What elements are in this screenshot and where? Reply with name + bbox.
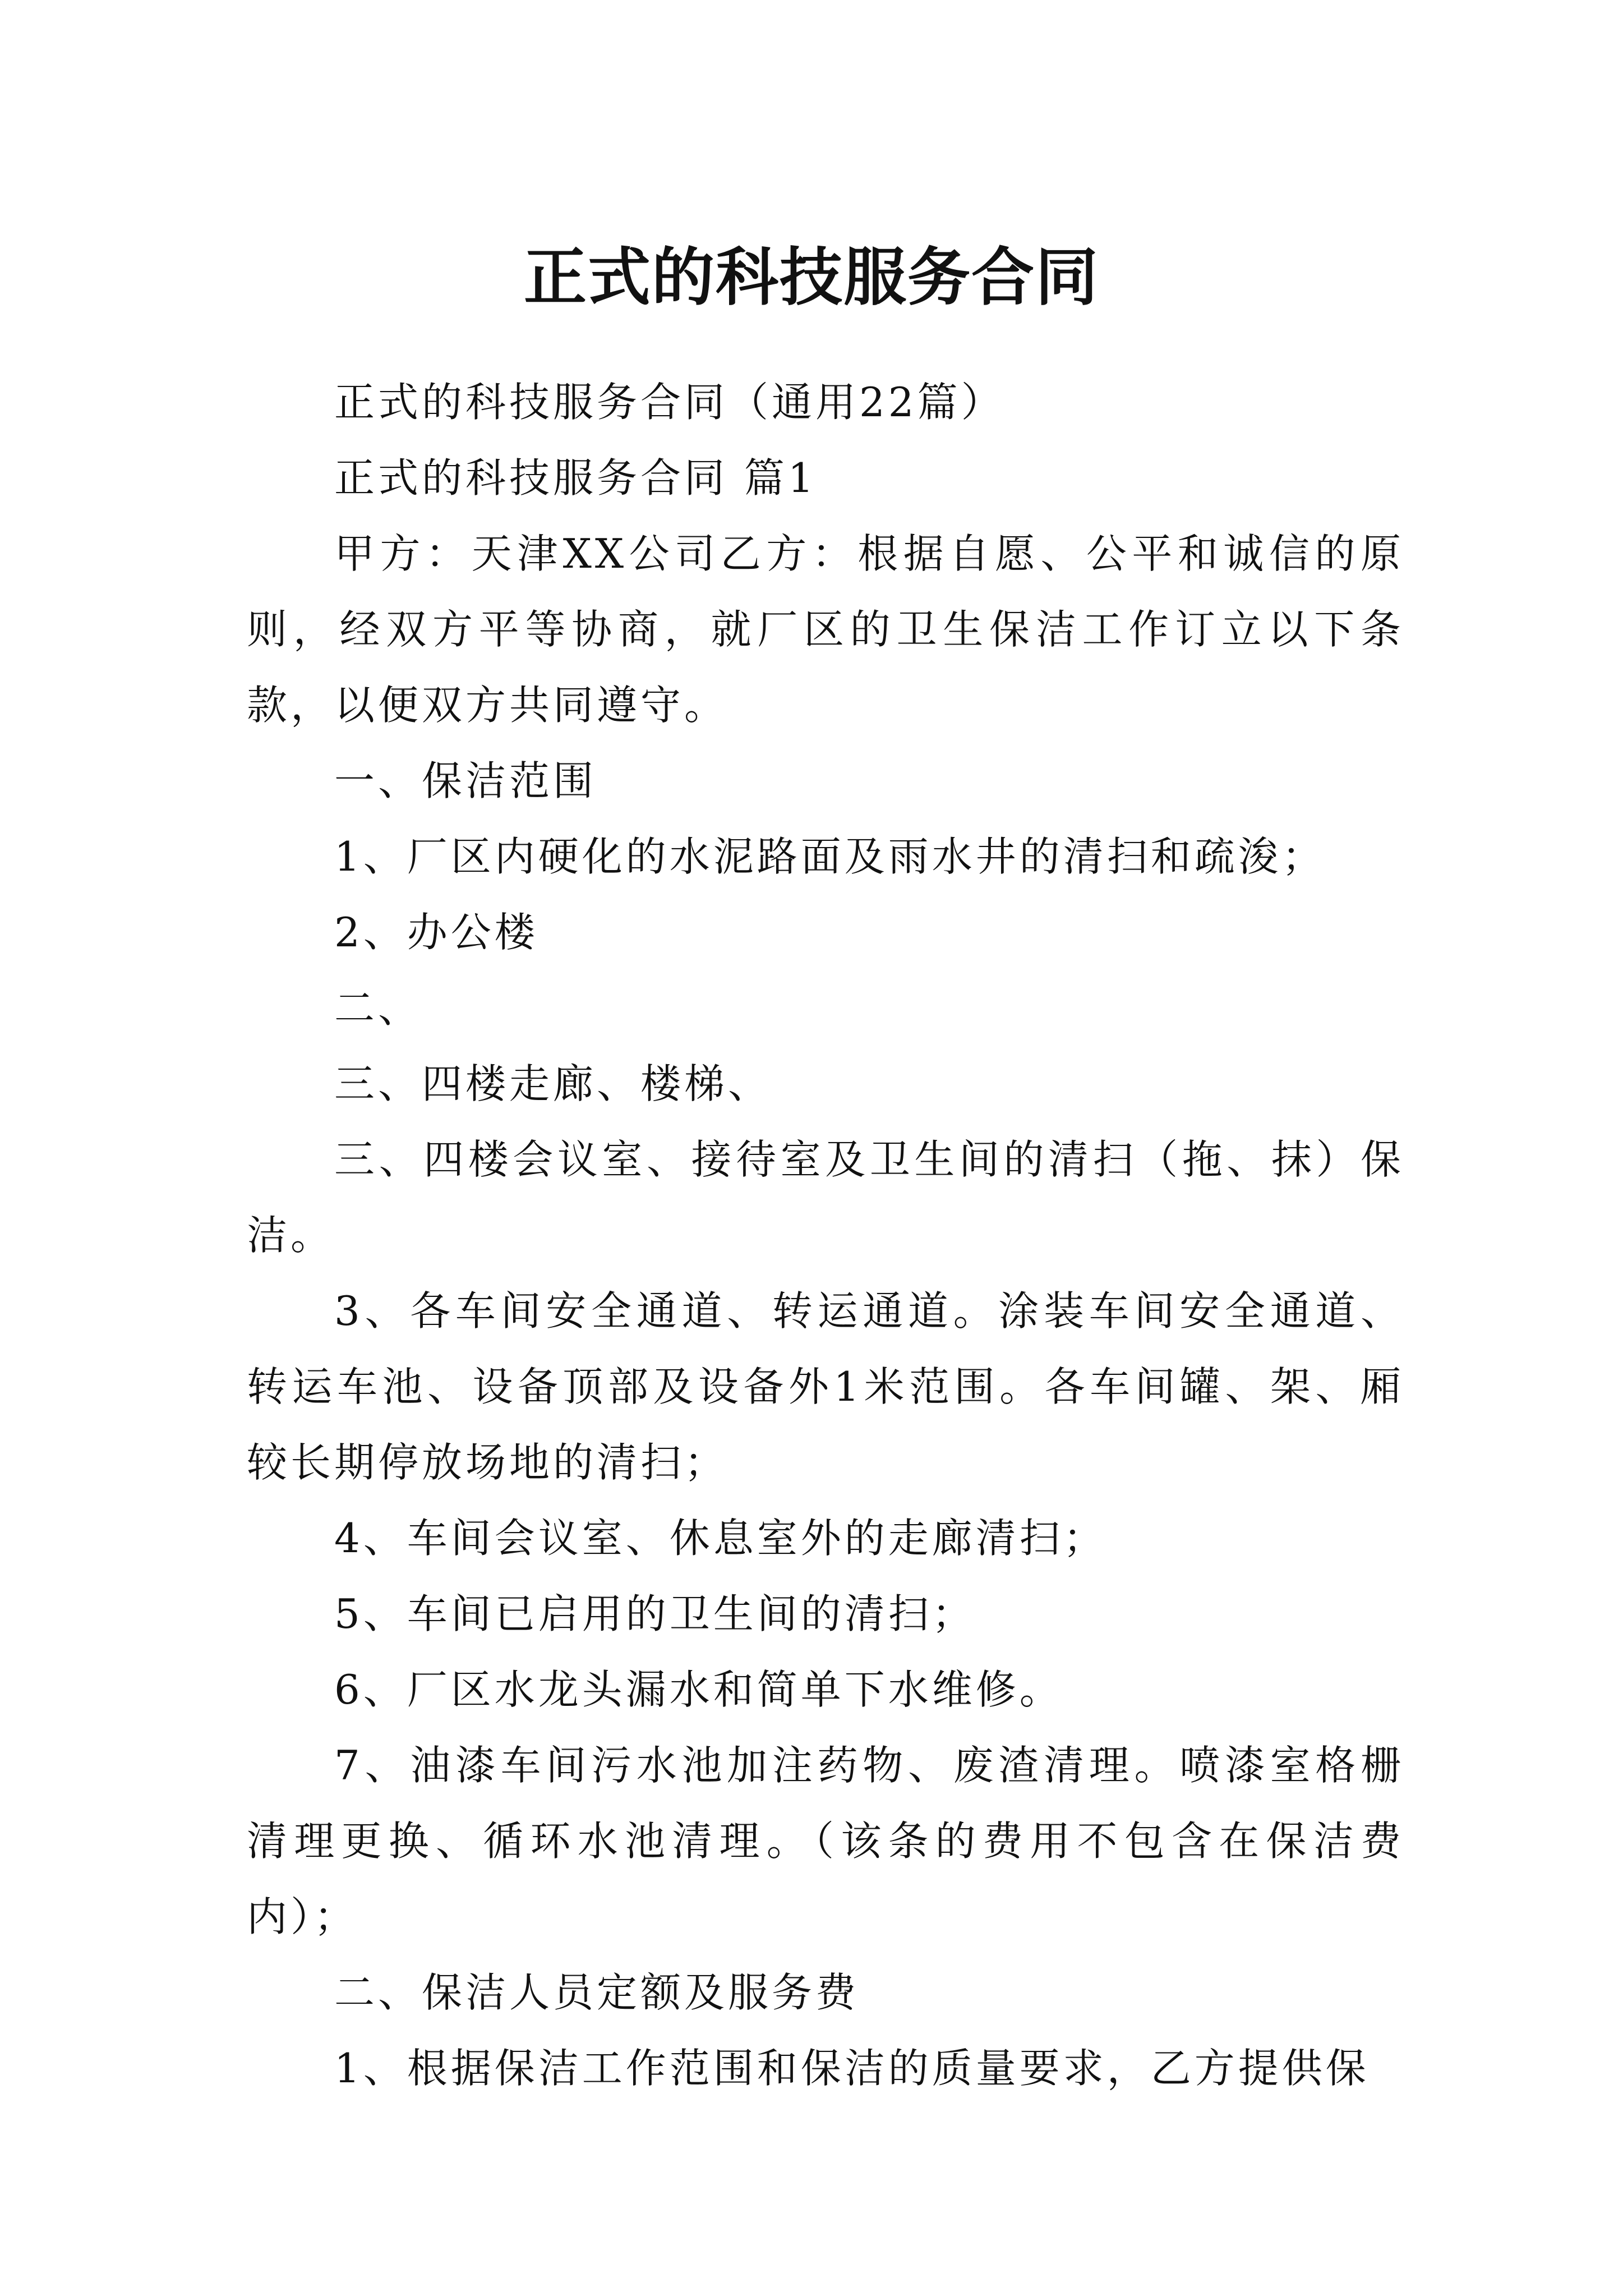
document-body: [247, 365, 1404, 2106]
paragraph-item-2-sub-b: 三、四楼会议室、接待室及卫生间的清扫（拖、抹）保洁。: [247, 1136, 1404, 1259]
paragraph-parties: 甲方：天津XX公司乙方：根据自愿、公平和诚信的原则，经双方平等协商，就厂区的卫生保洁工作订立以下条款，以便双方共同遵守。: [247, 530, 1404, 729]
paragraph-heading-scope: 一、保洁范围: [334, 757, 597, 804]
paragraph-item-2-sub-a: 三、四楼走廊、楼梯、: [334, 1060, 772, 1107]
paragraph-item-2: 2、办公楼: [334, 909, 538, 956]
paragraph-item-3: 3、各车间安全通道、转运通道。涂装车间安全通道、转运车池、设备顶部及设备外1米范围。各车间罐、架、厢较长期停放场地的清扫；: [247, 1287, 1404, 1486]
paragraph-staffing-item-1: 1、根据保洁工作范围和保洁的质量要求，乙方提供保: [334, 2045, 1370, 2092]
paragraph-heading-staffing: 二、保洁人员定额及服务费: [334, 1969, 860, 2016]
paragraph-item-5: 5、车间已启用的卫生间的清扫；: [334, 1590, 976, 1637]
paragraph-item-2-sub: 二、: [334, 984, 422, 1032]
document-title: 正式的科技服务合同: [524, 241, 1099, 315]
paragraph-item-4: 4、车间会议室、休息室外的走廊清扫；: [334, 1515, 1107, 1562]
paragraph-item-7: 7、油漆车间污水池加注药物、废渣清理。喷漆室格栅清理更换、循环水池清理。（该条的费用不包含在保洁费内）；: [247, 1742, 1404, 1940]
paragraph-item-1: 1、厂区内硬化的水泥路面及雨水井的清扫和疏浚；: [334, 833, 1326, 880]
paragraph-section-heading: 正式的科技服务合同 篇1: [334, 454, 817, 501]
paragraph-subtitle: 正式的科技服务合同（通用22篇）: [334, 379, 1005, 426]
paragraph-item-6: 6、厂区水龙头漏水和简单下水维修。: [334, 1666, 1063, 1713]
